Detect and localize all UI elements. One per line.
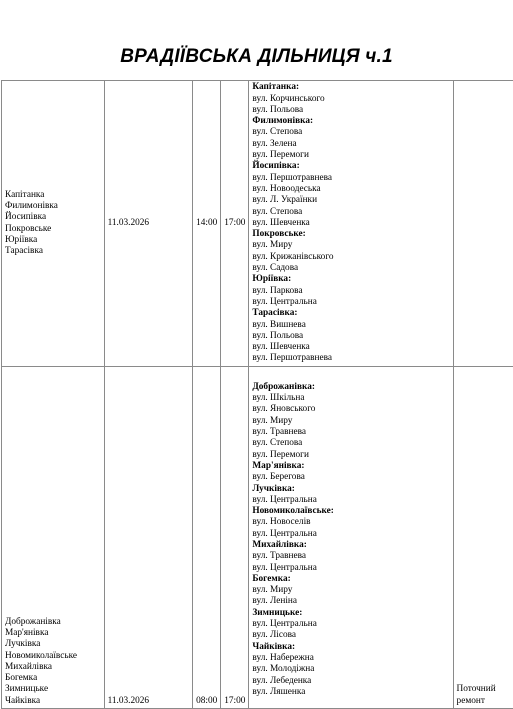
time-to-cell: 17:00 [221,367,249,709]
street-name: вул. Садова [252,263,449,274]
town-name: Мар'янівка [5,628,101,639]
street-name: вул. Новоодеська [252,184,449,195]
town-name: Доброжанівка [5,617,101,628]
streets-cell [249,81,453,367]
town-name: Юріївка [5,235,101,246]
schedule-table [1,80,513,709]
street-name: вул. Степова [252,127,449,138]
street-name: вул. Центральна [252,563,449,574]
street-name: вул. Шевченка [252,342,449,353]
street-name: вул. Центральна [252,297,449,308]
note-text: Поточний [457,684,513,695]
street-name: вул. Травнева [252,551,449,562]
street-name: вул. Лебеденка [252,676,449,687]
street-name: вул. Новоселів [252,517,449,528]
street-name: вул. Корчинського [252,94,449,105]
town-name: Зимницьке [5,684,101,695]
note-text: ремонт [457,696,513,707]
village-name: Мар'янівка: [252,461,449,472]
time-to-cell: 17:00 [221,81,249,367]
street-name: вул. Травнева [252,427,449,438]
town-name: Покровське [5,224,101,235]
town-name: Богемка [5,673,101,684]
town-name: Тарасівка [5,246,101,257]
table-row [2,81,513,367]
village-name: Филимонівка: [252,116,449,127]
schedule-body [2,81,513,709]
towns-cell [2,367,105,709]
street-name: вул. Яновського [252,404,449,415]
street-name: вул. Миру [252,240,449,251]
street-name: вул. Степова [252,207,449,218]
note-cell [453,81,513,367]
date-cell: 11.03.2026 [104,367,193,709]
street-name: вул. Першотравнева [252,353,449,364]
time-from-cell: 14:00 [193,81,221,367]
note-cell [453,367,513,709]
street-name: вул. Центральна [252,495,449,506]
date-cell: 11.03.2026 [104,81,193,367]
street-name: вул. Польова [252,331,449,342]
street-name: вул. Леніна [252,596,449,607]
street-name: вул. Молодіжна [252,664,449,675]
street-name: вул. Степова [252,438,449,449]
street-name: вул. Миру [252,585,449,596]
street-name: вул. Лісова [252,630,449,641]
town-name: Михайлівка [5,662,101,673]
streets-cell [249,367,453,709]
village-name: Покровське: [252,229,449,240]
page-title: ВРАДІЇВСЬКА ДІЛЬНИЦЯ ч.1 [0,46,513,68]
street-name: вул. Зелена [252,139,449,150]
street-name: вул. Миру [252,416,449,427]
street-name: вул. Центральна [252,619,449,630]
town-name: Чайківка [5,696,101,707]
village-name: Михайлівка: [252,540,449,551]
towns-cell [2,81,105,367]
table-row [2,367,513,709]
street-name: вул. Шевченка [252,218,449,229]
village-name: Новомиколаївське: [252,506,449,517]
street-name: вул. Ляшенка [252,687,449,698]
street-name: вул. Крижанівського [252,252,449,263]
town-name: Йосипівка [5,212,101,223]
street-name: вул. Перемоги [252,450,449,461]
village-name: Доброжанівка: [252,382,449,393]
street-name: вул. Шкільна [252,393,449,404]
street-name: вул. Набережна [252,653,449,664]
street-name: вул. Першотравнева [252,173,449,184]
village-name: Чайківка: [252,642,449,653]
town-name: Лучківка [5,639,101,650]
village-name: Зимницьке: [252,608,449,619]
street-name: вул. Польова [252,105,449,116]
street-name: вул. Л. Українки [252,195,449,206]
village-name: Юріївка: [252,274,449,285]
village-name: Капітанка: [252,82,449,93]
village-name: Богемка: [252,574,449,585]
street-name: вул. Берегова [252,472,449,483]
town-name: Филимонівка [5,201,101,212]
street-name: вул. Центральна [252,529,449,540]
street-name: вул. Паркова [252,286,449,297]
street-name: вул. Вишнева [252,320,449,331]
village-name: Йосипівка: [252,161,449,172]
town-name: Капітанка [5,190,101,201]
town-name: Новомиколаївське [5,651,101,662]
time-from-cell: 08:00 [193,367,221,709]
village-name: Тарасівка: [252,308,449,319]
village-name: Лучківка: [252,484,449,495]
street-name: вул. Перемоги [252,150,449,161]
